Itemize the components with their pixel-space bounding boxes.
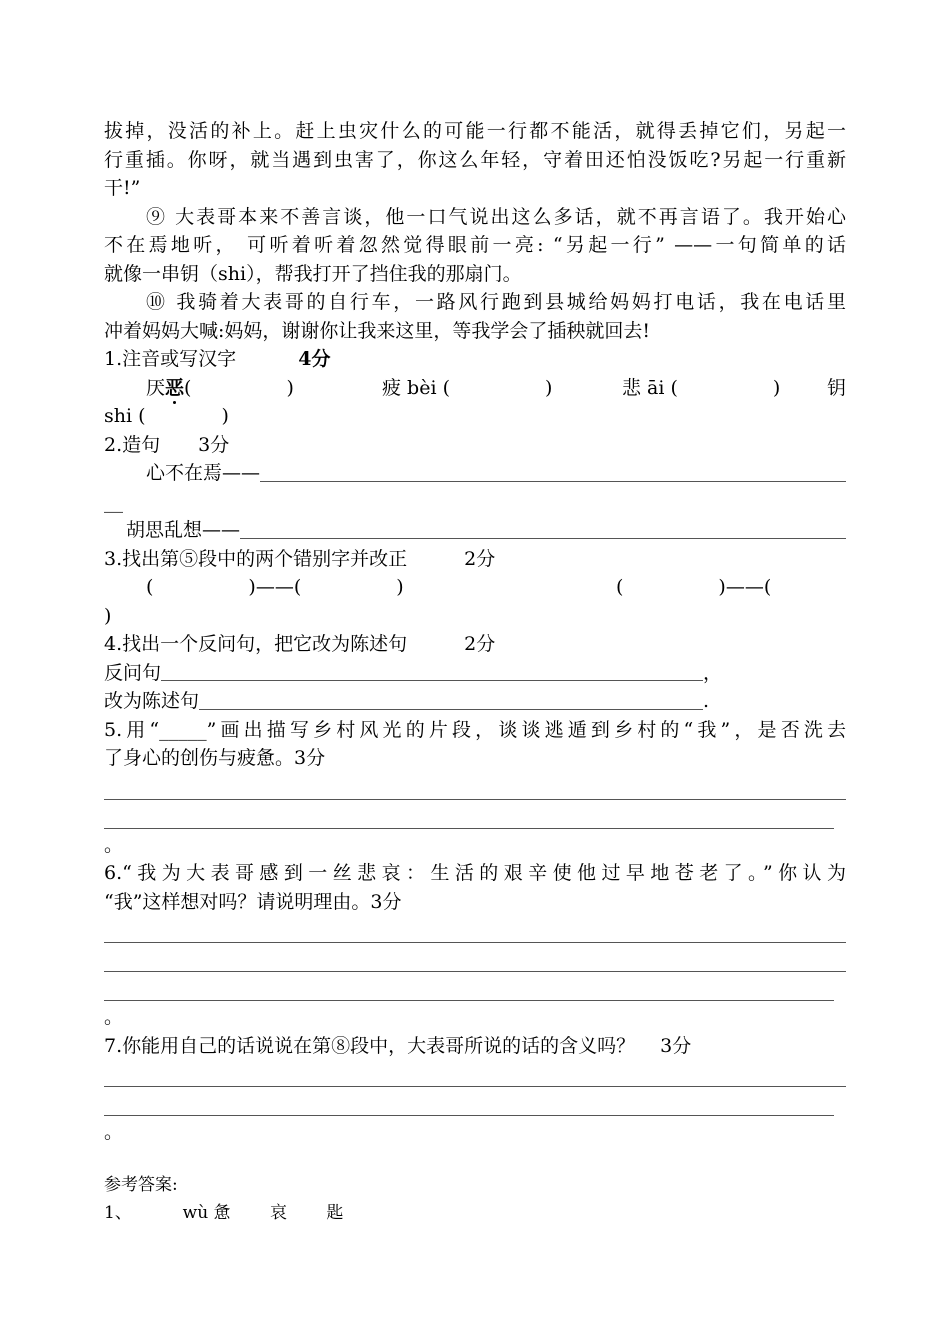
answer-line[interactable] [260,463,846,482]
question-3-close: ) [104,604,112,627]
answer-end-mark: 。 [104,833,124,856]
answer-end-mark: 。 [104,1006,124,1028]
emphasized-char: 恶 [165,376,185,399]
answer-key-1: 1、 wù 惫 哀 匙 [104,1203,344,1223]
answer-line[interactable] [199,691,703,710]
passage-line: 干!” [104,177,141,199]
sentence-item-2: 胡思乱想—— [104,516,846,545]
declarative-line: 改为陈述句 . [104,690,710,712]
passage-line: 就像一串钥（shi），帮我打开了挡住我的那扇门。 [104,262,522,285]
sentence-item-1-tail: __ [104,490,123,513]
passage-line: 行重插。你呀，就当遇到虫害了，你这么年轻，守着田还怕没饭吃?另起一行重新 [104,148,846,171]
question-7-line: 7.你能用自己的话说说在第⑧段中，大表哥所说的话的含义吗？ 3分 [104,1034,692,1057]
answer-line[interactable] [104,1089,834,1116]
answer-line[interactable] [104,773,846,800]
question-4-title: 4.找出一个反问句，把它改为陈述句 2分 [104,633,496,655]
passage-line: 不在焉地听， 可听着听着忽然觉得眼前一亮: “另起一行” ——一句简单的话 [104,234,846,256]
answer-line[interactable] [104,945,846,972]
question-3-pairs: ( )——( ) ( )——( [146,576,772,598]
worksheet-page [104,117,846,1228]
question-1-item4-end: shi ( ) [104,405,229,427]
question-2-title: 2.造句 3分 [104,433,230,456]
sentence-item-1: 心不在焉—— [104,459,846,488]
passage-line: ⑩ 我骑着大表哥的自行车，一路风行跑到县城给妈妈打电话，我在电话里 [146,291,846,313]
answer-line[interactable] [104,916,846,943]
answer-end-mark: 。 [104,1121,124,1143]
question-6-line: “我”这样想对吗？请说明理由。3分 [104,890,402,913]
passage-line: 冲着妈妈大喊:妈妈，谢谢你让我来这里，等我学会了插秧就回去! [104,319,651,342]
question-1-title: 1.注音或写汉字 4分 [104,348,331,370]
question-5-line: 了身心的创伤与疲惫。3分 [104,747,326,769]
answer-key-title: 参考答案: [104,1174,178,1195]
question-1-items: 厌恶( ) 疲 bèi ( ) 悲 āi ( ) 钥 [146,376,846,399]
answer-line[interactable] [161,662,703,681]
passage-line: 拔掉，没活的补上。赶上虫灾什么的可能一行都不能活，就得丢掉它们，另起一 [104,120,846,142]
question-score: 4分 [298,348,331,370]
passage-line: ⑨ 大表哥本来不善言谈，他一口气说出这么多话，就不再言语了。我开始心 [146,205,846,228]
question-5-line: 5.用“_____”画出描写乡村风光的片段，谈谈逃遁到乡村的“我”，是否洗去 [104,718,846,741]
answer-line[interactable] [104,1060,846,1087]
answer-line[interactable] [104,974,834,1001]
answer-line[interactable] [104,802,834,829]
question-3-title: 3.找出第⑤段中的两个错别字并改正 2分 [104,547,496,570]
answer-line[interactable] [240,520,846,539]
question-6-line: 6.“我为大表哥感到一丝悲哀：生活的艰辛使他过早地苍老了。”你认为 [104,862,846,884]
rhetorical-question-line: 反问句 ， [104,661,723,684]
